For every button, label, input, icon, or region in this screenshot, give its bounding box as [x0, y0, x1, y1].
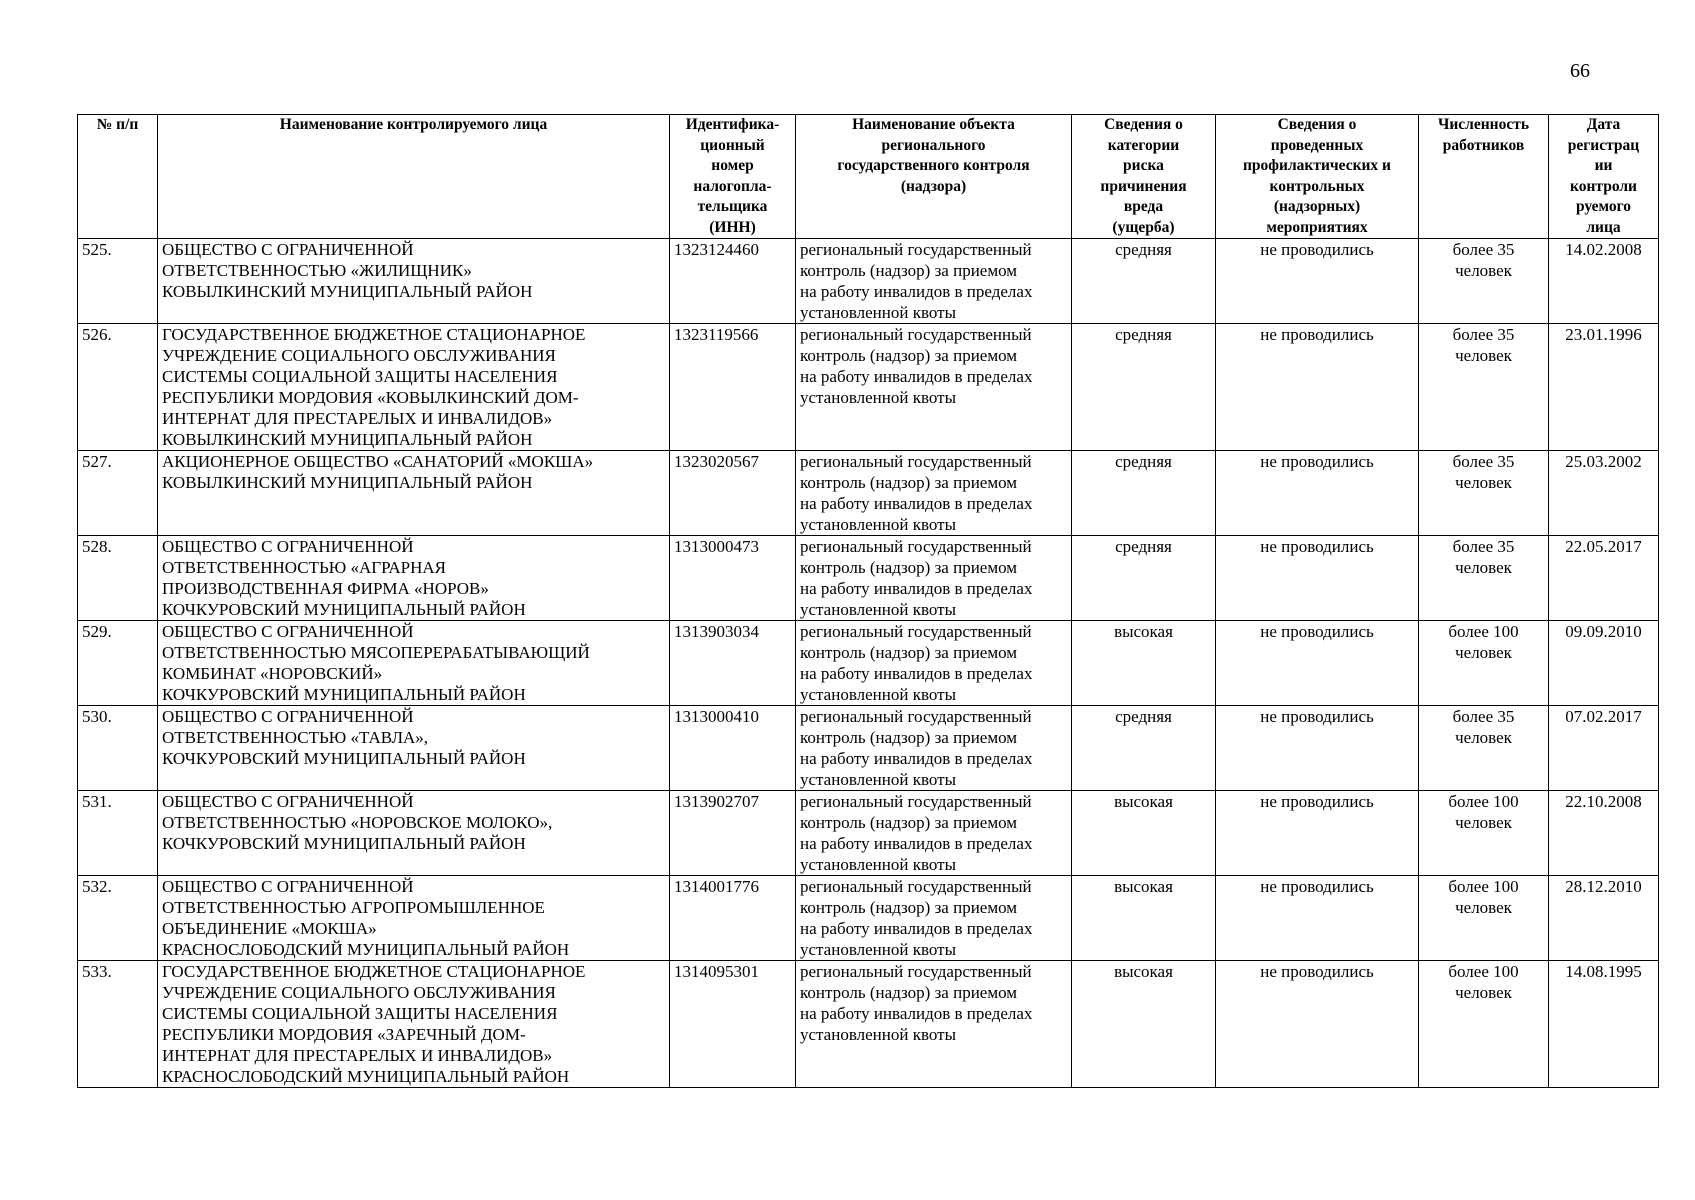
entity-name-line: АКЦИОНЕРНОЕ ОБЩЕСТВО «САНАТОРИЙ «МОКША» — [162, 452, 594, 471]
risk-category: средняя — [1072, 706, 1216, 791]
entity-name — [158, 791, 670, 876]
risk-category: средняя — [1072, 239, 1216, 324]
entity-name-line: ОТВЕТСТВЕННОСТЬЮ «АГРАРНАЯ — [162, 558, 446, 577]
entity-name-line: ОБЩЕСТВО С ОГРАНИЧЕННОЙ — [162, 240, 414, 259]
header-line: Сведения о — [1104, 116, 1183, 133]
entity-name-line: ПРОИЗВОДСТВЕННАЯ ФИРМА «НОРОВ» — [162, 579, 489, 598]
header-line: ционный — [700, 136, 765, 154]
registration-date: 22.10.2008 — [1549, 791, 1659, 876]
control-object-line: региональный государственный — [800, 452, 1032, 471]
inn-value: 1313902707 — [670, 791, 796, 876]
entity-name-line: СИСТЕМЫ СОЦИАЛЬНОЙ ЗАЩИТЫ НАСЕЛЕНИЯ — [162, 1004, 558, 1023]
header-line: причинения — [1100, 177, 1187, 195]
control-object-line: на работу инвалидов в пределах — [800, 282, 1033, 301]
inn-value: 1314001776 — [670, 876, 796, 961]
row-number: 528. — [78, 536, 158, 621]
table-row — [78, 239, 1659, 324]
entity-name-line: КРАСНОСЛОБОДСКИЙ МУНИЦИПАЛЬНЫЙ РАЙОН — [162, 940, 570, 959]
table-row — [78, 621, 1659, 706]
header-line: государственного контроля — [837, 157, 1030, 174]
measures-info: не проводились — [1216, 621, 1419, 706]
measures-info: не проводились — [1216, 961, 1419, 1088]
workers-count — [1419, 961, 1549, 1088]
control-object-line: региональный государственный — [800, 240, 1032, 259]
control-object-line: на работу инвалидов в пределах — [800, 749, 1033, 768]
control-object-line: установленной квоты — [800, 303, 956, 322]
entity-name-line: СИСТЕМЫ СОЦИАЛЬНОЙ ЗАЩИТЫ НАСЕЛЕНИЯ — [162, 367, 558, 386]
workers-count-line: человек — [1455, 898, 1512, 917]
header-line: лица — [1586, 218, 1621, 236]
control-object — [796, 791, 1072, 876]
workers-count-line: человек — [1455, 728, 1512, 747]
control-object-line: на работу инвалидов в пределах — [800, 579, 1033, 598]
header-line: регистрац — [1567, 136, 1640, 154]
entity-name-line: ОБЩЕСТВО С ОГРАНИЧЕННОЙ — [162, 537, 414, 556]
control-object-line: установленной квоты — [800, 388, 956, 407]
row-number: 526. — [78, 324, 158, 451]
workers-count-line: человек — [1455, 261, 1512, 280]
risk-category: высокая — [1072, 621, 1216, 706]
header-line: (ущерба) — [1112, 218, 1175, 236]
control-object-line: контроль (надзор) за приемом — [800, 983, 1018, 1002]
control-object-line: региональный государственный — [800, 962, 1032, 981]
control-object-line: контроль (надзор) за приемом — [800, 558, 1018, 577]
table-row — [78, 706, 1659, 791]
risk-category: средняя — [1072, 324, 1216, 451]
measures-info: не проводились — [1216, 791, 1419, 876]
row-number: 525. — [78, 239, 158, 324]
header-workers-count — [1419, 115, 1549, 239]
risk-category: высокая — [1072, 791, 1216, 876]
control-object-line: установленной квоты — [800, 770, 956, 789]
entity-name-line: ОБЩЕСТВО С ОГРАНИЧЕННОЙ — [162, 707, 414, 726]
entity-name-line: КОМБИНАТ «НОРОВСКИЙ» — [162, 664, 383, 683]
control-object-line: контроль (надзор) за приемом — [800, 346, 1018, 365]
header-line: контроли — [1569, 177, 1637, 195]
entity-name-line: КОВЫЛКИНСКИЙ МУНИЦИПАЛЬНЫЙ РАЙОН — [162, 473, 533, 492]
row-number: 532. — [78, 876, 158, 961]
workers-count-line: человек — [1455, 473, 1512, 492]
inn-value: 1313903034 — [670, 621, 796, 706]
header-line: категории — [1107, 136, 1180, 154]
header-line: (надзорных) — [1273, 198, 1361, 215]
header-line: тельщика — [697, 198, 768, 215]
header-controlled-entity — [158, 115, 670, 239]
entity-name-line: КОЧКУРОВСКИЙ МУНИЦИПАЛЬНЫЙ РАЙОН — [162, 685, 526, 704]
entity-name-line: КОВЫЛКИНСКИЙ МУНИЦИПАЛЬНЫЙ РАЙОН — [162, 282, 533, 301]
entity-name-line: ОБЩЕСТВО С ОГРАНИЧЕННОЙ — [162, 622, 414, 641]
control-object-line: региональный государственный — [800, 707, 1032, 726]
workers-count — [1419, 239, 1549, 324]
control-object-line: установленной квоты — [800, 685, 956, 704]
workers-count-line: человек — [1455, 346, 1512, 365]
control-object-line: установленной квоты — [800, 940, 956, 959]
control-object-line: установленной квоты — [800, 515, 956, 534]
inn-value: 1314095301 — [670, 961, 796, 1088]
header-control-object — [796, 115, 1072, 239]
entity-name-line: КОВЫЛКИНСКИЙ МУНИЦИПАЛЬНЫЙ РАЙОН — [162, 430, 533, 449]
header-inn — [670, 115, 796, 239]
control-object — [796, 239, 1072, 324]
entity-name-line: ОБЩЕСТВО С ОГРАНИЧЕННОЙ — [162, 792, 414, 811]
control-object-line: региональный государственный — [800, 877, 1032, 896]
registration-date: 23.01.1996 — [1549, 324, 1659, 451]
header-preventive-measures — [1216, 115, 1419, 239]
entity-name-line: ОТВЕТСТВЕННОСТЬЮ МЯСОПЕРЕРАБАТЫВАЮЩИЙ — [162, 643, 590, 662]
measures-info: не проводились — [1216, 706, 1419, 791]
entity-name-line: ОТВЕТСТВЕННОСТЬЮ «НОРОВСКОЕ МОЛОКО», — [162, 813, 553, 832]
header-line: номер — [711, 157, 754, 174]
registration-date: 22.05.2017 — [1549, 536, 1659, 621]
entity-name — [158, 324, 670, 451]
control-object-line: на работу инвалидов в пределах — [800, 664, 1033, 683]
header-line: налогопла- — [693, 177, 772, 195]
header-line: Наименование контролируемого лица — [279, 116, 548, 133]
table-body — [78, 239, 1659, 1088]
control-object-line: контроль (надзор) за приемом — [800, 813, 1018, 832]
workers-count — [1419, 621, 1549, 706]
row-number: 527. — [78, 451, 158, 536]
entity-name — [158, 239, 670, 324]
workers-count — [1419, 536, 1549, 621]
entity-name-line: ГОСУДАРСТВЕННОЕ БЮДЖЕТНОЕ СТАЦИОНАРНОЕ — [162, 325, 586, 344]
header-row — [78, 115, 1659, 239]
control-object-line: установленной квоты — [800, 600, 956, 619]
entity-name-line: ОТВЕТСТВЕННОСТЬЮ «ЖИЛИЩНИК» — [162, 261, 472, 280]
row-number: 531. — [78, 791, 158, 876]
entity-name — [158, 536, 670, 621]
workers-count-line: более 35 — [1452, 240, 1515, 259]
measures-info: не проводились — [1216, 239, 1419, 324]
entity-name-line: КОЧКУРОВСКИЙ МУНИЦИПАЛЬНЫЙ РАЙОН — [162, 749, 526, 768]
inn-value: 1313000473 — [670, 536, 796, 621]
entity-name — [158, 706, 670, 791]
entity-name-line: КОЧКУРОВСКИЙ МУНИЦИПАЛЬНЫЙ РАЙОН — [162, 600, 526, 619]
entity-name-line: ИНТЕРНАТ ДЛЯ ПРЕСТАРЕЛЫХ И ИНВАЛИДОВ» — [162, 1046, 553, 1065]
risk-category: высокая — [1072, 961, 1216, 1088]
table-row — [78, 791, 1659, 876]
header-line: (надзора) — [900, 177, 967, 195]
control-object-line: контроль (надзор) за приемом — [800, 261, 1018, 280]
header-line: № п/п — [96, 116, 139, 133]
entity-name-line: РЕСПУБЛИКИ МОРДОВИЯ «ЗАРЕЧНЫЙ ДОМ- — [162, 1025, 526, 1044]
registration-date: 25.03.2002 — [1549, 451, 1659, 536]
entity-name-line: ОТВЕТСТВЕННОСТЬЮ «ТАВЛА», — [162, 728, 429, 747]
control-object-line: на работу инвалидов в пределах — [800, 367, 1033, 386]
risk-category: средняя — [1072, 536, 1216, 621]
header-risk-category — [1072, 115, 1216, 239]
entity-name — [158, 451, 670, 536]
risk-category: средняя — [1072, 451, 1216, 536]
entity-name-line: ОБЪЕДИНЕНИЕ «МОКША» — [162, 919, 377, 938]
table-header — [78, 115, 1659, 239]
control-object — [796, 706, 1072, 791]
control-object — [796, 961, 1072, 1088]
workers-count — [1419, 876, 1549, 961]
entity-name-line: ОТВЕТСТВЕННОСТЬЮ АГРОПРОМЫШЛЕННОЕ — [162, 898, 545, 917]
registry-table — [77, 114, 1659, 1088]
control-object — [796, 451, 1072, 536]
entity-name-line: РЕСПУБЛИКИ МОРДОВИЯ «КОВЫЛКИНСКИЙ ДОМ- — [162, 388, 579, 407]
workers-count-line: человек — [1455, 558, 1512, 577]
header-line: (ИНН) — [709, 218, 756, 236]
header-registration-date — [1549, 115, 1659, 239]
registration-date: 09.09.2010 — [1549, 621, 1659, 706]
workers-count-line: более 100 — [1448, 622, 1519, 641]
table-row — [78, 536, 1659, 621]
control-object-line: контроль (надзор) за приемом — [800, 473, 1018, 492]
page-number: 66 — [1570, 60, 1590, 82]
workers-count — [1419, 791, 1549, 876]
workers-count-line: человек — [1455, 643, 1512, 662]
control-object-line: контроль (надзор) за приемом — [800, 898, 1018, 917]
row-number: 529. — [78, 621, 158, 706]
table-row — [78, 451, 1659, 536]
header-line: проведенных — [1270, 136, 1364, 154]
workers-count — [1419, 324, 1549, 451]
control-object — [796, 536, 1072, 621]
inn-value: 1323020567 — [670, 451, 796, 536]
workers-count-line: более 100 — [1448, 792, 1519, 811]
registration-date: 07.02.2017 — [1549, 706, 1659, 791]
workers-count-line: человек — [1455, 813, 1512, 832]
workers-count — [1419, 451, 1549, 536]
inn-value: 1323119566 — [670, 324, 796, 451]
entity-name-line: ОБЩЕСТВО С ОГРАНИЧЕННОЙ — [162, 877, 414, 896]
workers-count-line: более 35 — [1452, 537, 1515, 556]
header-line: регионального — [881, 136, 986, 154]
control-object-line: контроль (надзор) за приемом — [800, 643, 1018, 662]
control-object — [796, 324, 1072, 451]
control-object-line: установленной квоты — [800, 1025, 956, 1044]
measures-info: не проводились — [1216, 451, 1419, 536]
header-line: профилактических и — [1243, 157, 1391, 174]
entity-name-line: УЧРЕЖДЕНИЕ СОЦИАЛЬНОГО ОБСЛУЖИВАНИЯ — [162, 346, 556, 365]
control-object-line: региональный государственный — [800, 792, 1032, 811]
header-line: Дата — [1586, 116, 1621, 133]
header-line: ии — [1594, 157, 1613, 174]
workers-count — [1419, 706, 1549, 791]
control-object-line: контроль (надзор) за приемом — [800, 728, 1018, 747]
header-line: работников — [1442, 136, 1525, 154]
risk-category: высокая — [1072, 876, 1216, 961]
table-row — [78, 961, 1659, 1088]
header-line: Наименование объекта — [852, 116, 1015, 133]
workers-count-line: более 35 — [1452, 707, 1515, 726]
measures-info: не проводились — [1216, 324, 1419, 451]
header-line: вреда — [1123, 198, 1164, 215]
header-line: контрольных — [1269, 177, 1365, 195]
table-row — [78, 876, 1659, 961]
header-line: Идентифика- — [685, 116, 780, 133]
registration-date: 28.12.2010 — [1549, 876, 1659, 961]
table-row — [78, 324, 1659, 451]
inn-value: 1323124460 — [670, 239, 796, 324]
entity-name — [158, 961, 670, 1088]
registration-date: 14.08.1995 — [1549, 961, 1659, 1088]
workers-count-line: более 100 — [1448, 877, 1519, 896]
control-object — [796, 876, 1072, 961]
inn-value: 1313000410 — [670, 706, 796, 791]
entity-name-line: ГОСУДАРСТВЕННОЕ БЮДЖЕТНОЕ СТАЦИОНАРНОЕ — [162, 962, 586, 981]
entity-name-line: КРАСНОСЛОБОДСКИЙ МУНИЦИПАЛЬНЫЙ РАЙОН — [162, 1067, 570, 1086]
measures-info: не проводились — [1216, 536, 1419, 621]
header-line: риска — [1123, 157, 1164, 174]
control-object-line: на работу инвалидов в пределах — [800, 834, 1033, 853]
control-object-line: на работу инвалидов в пределах — [800, 494, 1033, 513]
control-object-line: региональный государственный — [800, 537, 1032, 556]
measures-info: не проводились — [1216, 876, 1419, 961]
control-object-line: региональный государственный — [800, 622, 1032, 641]
header-number — [78, 115, 158, 239]
entity-name-line: КОЧКУРОВСКИЙ МУНИЦИПАЛЬНЫЙ РАЙОН — [162, 834, 526, 853]
entity-name-line: УЧРЕЖДЕНИЕ СОЦИАЛЬНОГО ОБСЛУЖИВАНИЯ — [162, 983, 556, 1002]
workers-count-line: человек — [1455, 983, 1512, 1002]
workers-count-line: более 35 — [1452, 325, 1515, 344]
control-object-line: установленной квоты — [800, 855, 956, 874]
row-number: 533. — [78, 961, 158, 1088]
control-object — [796, 621, 1072, 706]
control-object-line: на работу инвалидов в пределах — [800, 1004, 1033, 1023]
entity-name — [158, 876, 670, 961]
row-number: 530. — [78, 706, 158, 791]
entity-name — [158, 621, 670, 706]
header-line: Численность — [1437, 116, 1530, 133]
header-line: руемого — [1575, 198, 1632, 215]
header-line: Сведения о — [1277, 116, 1357, 133]
control-object-line: на работу инвалидов в пределах — [800, 919, 1033, 938]
workers-count-line: более 35 — [1452, 452, 1515, 471]
registration-date: 14.02.2008 — [1549, 239, 1659, 324]
header-line: мероприятиях — [1266, 218, 1368, 236]
workers-count-line: более 100 — [1448, 962, 1519, 981]
control-object-line: региональный государственный — [800, 325, 1032, 344]
entity-name-line: ИНТЕРНАТ ДЛЯ ПРЕСТАРЕЛЫХ И ИНВАЛИДОВ» — [162, 409, 553, 428]
